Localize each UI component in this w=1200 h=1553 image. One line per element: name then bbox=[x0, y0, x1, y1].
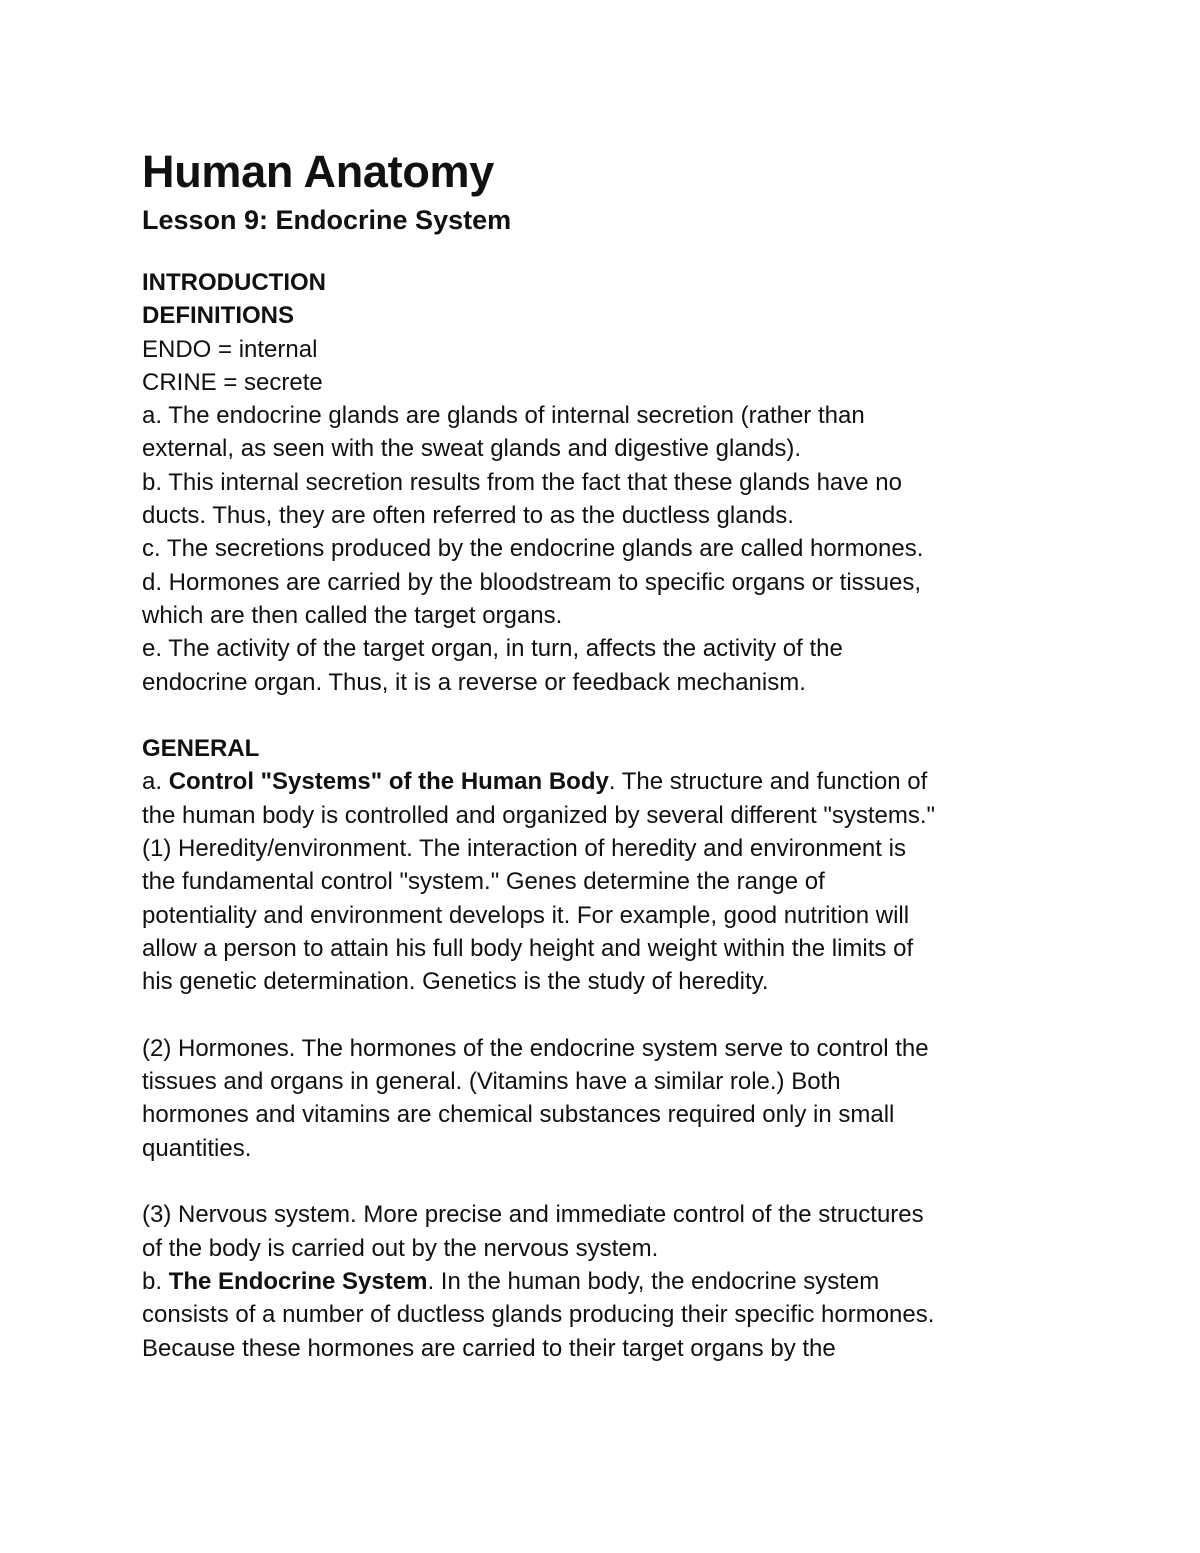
document-title: Human Anatomy bbox=[142, 146, 494, 197]
intro-line: e. The activity of the target organ, in turn, affects the activity of the bbox=[142, 635, 843, 663]
intro-line: c. The secretions produced by the endocrine glands are called hormones. bbox=[142, 535, 924, 563]
intro-line: endocrine organ. Thus, it is a reverse or feedback mechanism. bbox=[142, 668, 806, 696]
paragraph-gap bbox=[142, 1165, 1072, 1198]
definition-crine: CRINE = secrete bbox=[142, 368, 323, 396]
hormones-line: (2) Hormones. The hormones of the endocrine system serve to control the bbox=[142, 1034, 929, 1062]
hormones-line: tissues and organs in general. (Vitamins have a similar role.) Both bbox=[142, 1068, 841, 1096]
intro-line: b. This internal secretion results from the fact that these glands have no bbox=[142, 468, 902, 496]
general-line: allow a person to attain his full body height and weight within the limits of bbox=[142, 934, 914, 962]
intro-line: ducts. Thus, they are often referred to as the ductless glands. bbox=[142, 502, 794, 530]
definitions-heading: DEFINITIONS bbox=[142, 302, 295, 330]
general-line: potentiality and environment develops it. For example, good nutrition will bbox=[142, 901, 910, 929]
endocrine-line: consists of a number of ductless glands producing their specific hormones. bbox=[142, 1301, 935, 1329]
general-a-rest: . The structure and function of bbox=[608, 768, 928, 796]
general-a-line bbox=[142, 765, 1072, 798]
general-line: the human body is controlled and organized by several different "systems." bbox=[142, 801, 936, 829]
nervous-line: of the body is carried out by the nervous system. bbox=[142, 1234, 659, 1262]
general-b-line bbox=[142, 1265, 1072, 1298]
definition-endo: ENDO = internal bbox=[142, 335, 318, 363]
general-a-bold-title: Control "Systems" of the Human Body bbox=[168, 768, 609, 796]
lesson-subtitle: Lesson 9: Endocrine System bbox=[142, 205, 512, 235]
general-b-rest: . In the human body, the endocrine system bbox=[427, 1267, 880, 1295]
paragraph-gap bbox=[142, 699, 1072, 732]
general-heading: GENERAL bbox=[142, 735, 260, 763]
general-line: the fundamental control "system." Genes determine the range of bbox=[142, 868, 825, 896]
general-b-prefix: b. bbox=[142, 1267, 169, 1295]
hormones-line: quantities. bbox=[142, 1134, 252, 1162]
intro-line: d. Hormones are carried by the bloodstream to specific organs or tissues, bbox=[142, 568, 922, 596]
intro-line: a. The endocrine glands are glands of internal secretion (rather than bbox=[142, 402, 865, 430]
general-a-prefix: a. bbox=[142, 768, 169, 796]
introduction-heading: INTRODUCTION bbox=[142, 269, 326, 296]
intro-line: which are then called the target organs. bbox=[142, 601, 563, 629]
intro-line: external, as seen with the sweat glands and digestive glands). bbox=[142, 435, 802, 463]
hormones-line: hormones and vitamins are chemical substances required only in small bbox=[142, 1101, 895, 1129]
general-line: (1) Heredity/environment. The interaction of heredity and environment is bbox=[142, 835, 906, 863]
document-body bbox=[142, 144, 1072, 1365]
nervous-line: (3) Nervous system. More precise and immediate control of the structures bbox=[142, 1201, 924, 1229]
endocrine-line: Because these hormones are carried to their target organs by the bbox=[142, 1334, 836, 1362]
paragraph-gap bbox=[142, 999, 1072, 1032]
general-b-bold-title: The Endocrine System bbox=[168, 1267, 428, 1295]
general-line: his genetic determination. Genetics is the study of heredity. bbox=[142, 968, 769, 996]
